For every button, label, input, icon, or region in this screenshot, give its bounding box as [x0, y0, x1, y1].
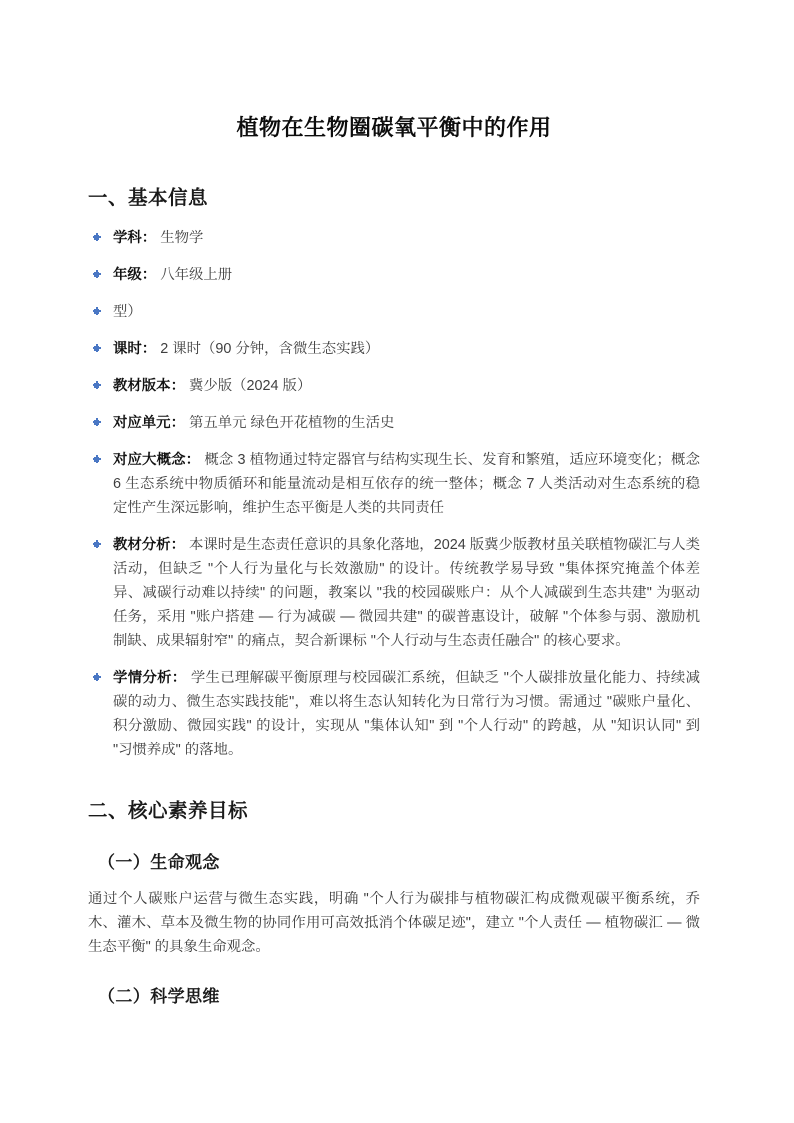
- list-item-separator: ：: [170, 377, 185, 394]
- list-item-separator: ：: [141, 229, 157, 246]
- page-title: 植物在生物圈碳氧平衡中的作用: [236, 115, 552, 140]
- list-item: [88, 448, 700, 520]
- list-item-label: 对应单元: [113, 414, 171, 431]
- list-item-label: 教材版本: [113, 377, 171, 394]
- section-heading-core-literacy: 二、核心素养目标: [88, 799, 249, 822]
- list-item-separator: ：: [170, 536, 185, 553]
- list-item: [88, 263, 700, 287]
- bullet-icon: [94, 420, 99, 425]
- list-item-label: 学科: [113, 229, 142, 246]
- bullet-icon: [94, 542, 99, 547]
- bullet-icon: [94, 346, 99, 351]
- paragraph-life-concept: 通过个人碳账户运营与微生态实践，明确 "个人行为碳排与植物碳汇构成微观碳平衡系统，乔木、灌木、草本及微生物的协同作用可高效抵消个体碳足迹"，建立 "个人责任 — 植物碳汇 — 微生态平衡" 的具象生命观念。: [88, 891, 700, 956]
- list-item-separator: ：: [141, 340, 157, 357]
- list-item-label: 课时: [113, 340, 142, 357]
- list-item: [88, 226, 700, 250]
- bullet-icon: [94, 272, 99, 277]
- list-item-separator: ：: [171, 669, 187, 686]
- section-heading-basic-info: 一、基本信息: [88, 186, 209, 209]
- list-item: [88, 411, 700, 435]
- bullet-icon: [94, 383, 99, 388]
- list-item: [88, 337, 700, 361]
- list-item-value: 八年级上册: [160, 266, 233, 283]
- list-item-label: 教材分析: [113, 536, 171, 553]
- list-item-label: 对应大概念: [113, 451, 186, 468]
- list-item-value: 2 课时（90 分钟，含微生态实践）: [160, 340, 380, 357]
- bullet-icon: [94, 675, 99, 680]
- list-item-value: 型）: [113, 303, 142, 320]
- list-item-value: 冀少版（2024 版）: [188, 377, 312, 394]
- list-item: [88, 374, 700, 398]
- list-item-separator: ：: [170, 414, 185, 431]
- list-item-label: 学情分析: [113, 669, 172, 686]
- list-item-value: 生物学: [160, 229, 204, 246]
- bullet-icon: [94, 309, 99, 314]
- bullet-icon: [94, 457, 99, 462]
- list-item-value: 第五单元 绿色开花植物的生活史: [188, 414, 395, 431]
- list-item-value: 概念 3 植物通过特定器官与结构实现生长、发育和繁殖，适应环境变化；概念 6 生态系统中物质循环和能量流动是相互依存的统一整体；概念 7 人类活动对生态系统的稳定性产生深远影响，维护生态平衡是人类的共同责任: [113, 451, 700, 516]
- list-item: [88, 666, 700, 762]
- basic-info-list: [88, 226, 700, 762]
- list-item-value: 本课时是生态责任意识的具象化落地，2024 版冀少版教材虽关联植物碳汇与人类活动，但缺乏 "个人行为量化与长效激励" 的设计。传统教学易导致 "集体探究掩盖个体差异、减碳行动难以持续" 的问题，教案以 "我的校园碳账户：从个人减碳到生态共建" 为驱动任务，采用 "账户搭建 — 行为减碳 — 微园共建" 的碳普惠设计，破解 "个体参与弱、激励机制缺、成果辐射窄" 的痛点，契合新课标 "个人行动与生态责任融合" 的核心要求。: [113, 536, 700, 649]
- list-item-value: 学生已理解碳平衡原理与校园碳汇系统，但缺乏 "个人碳排放量化能力、持续减碳的动力、微生态实践技能"，难以将生态认知转化为日常行为习惯。需通过 "碳账户量化、积分激励、微园实践" 的设计，实现从 "集体认知" 到 "个人行动" 的跨越，从 "知识认同" 到 "习惯养成" 的落地。: [113, 669, 700, 758]
- list-item: [88, 300, 700, 324]
- sub-heading-life-concept: （一）生命观念: [98, 853, 220, 873]
- list-item-separator: ：: [185, 451, 201, 468]
- bullet-icon: [94, 235, 99, 240]
- sub-heading-scientific-thinking: （二）科学思维: [98, 987, 220, 1007]
- list-item: [88, 533, 700, 653]
- list-item-label: 年级: [113, 266, 142, 283]
- list-item-separator: ：: [141, 266, 157, 283]
